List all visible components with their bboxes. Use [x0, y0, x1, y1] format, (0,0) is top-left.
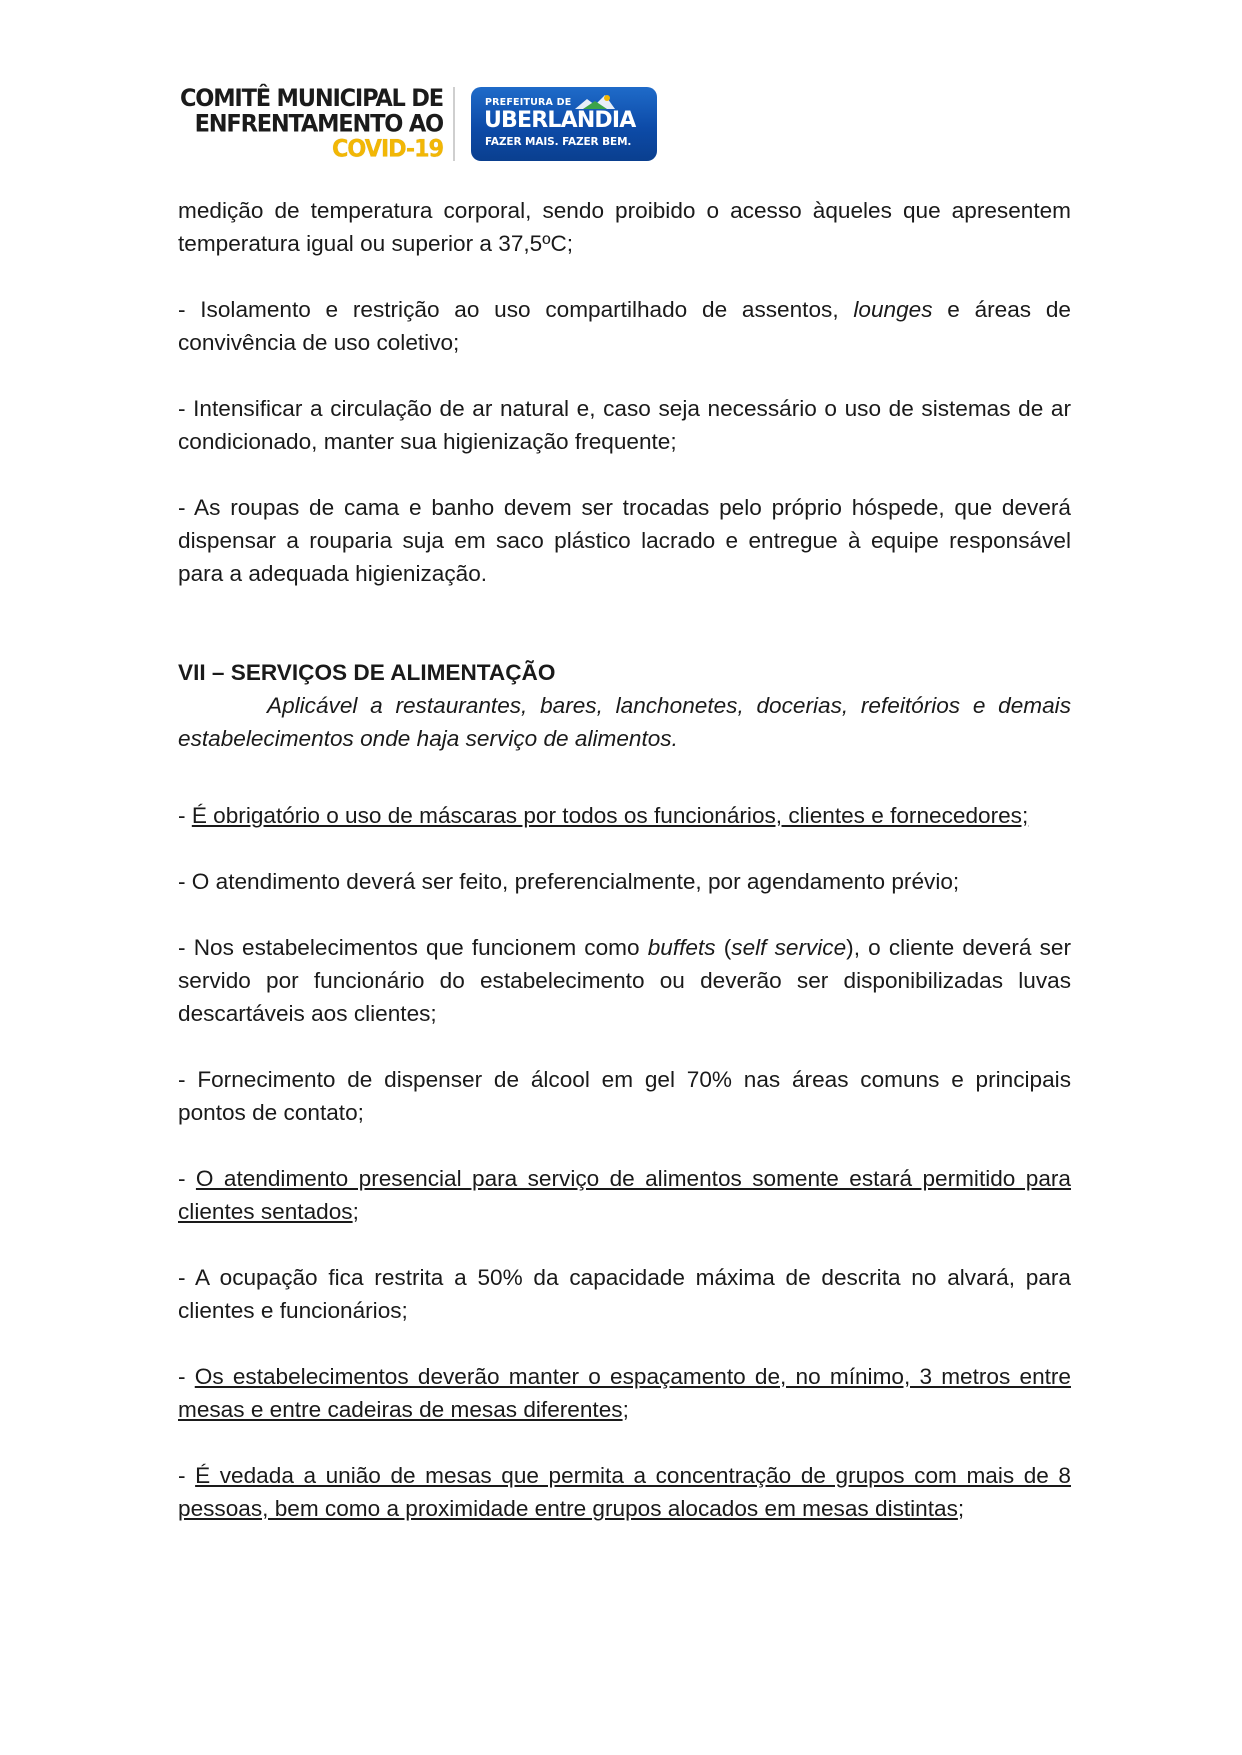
paragraph-bedding: - As roupas de cama e banho devem ser trocadas pelo próprio hóspede, que deverá dispensar a rouparia suja em saco plástico lacrado e entregue à equipe responsável para a adequada higienização.	[178, 495, 1071, 586]
committee-line-2: ENFRENTAMENTO AO	[194, 110, 443, 138]
committee-line-1: COMITÊ MUNICIPAL DE	[180, 85, 443, 113]
section-intro: Aplicável a restaurantes, bares, lanchonetes, docerias, refeitórios e demais estabelecimentos onde haja serviço de alimentos.	[178, 693, 1071, 751]
city-name: UBERLANDIA	[483, 108, 636, 133]
committee-line-3: COVID-19	[332, 135, 443, 163]
city-slogan: FAZER MAIS. FAZER BEM.	[484, 136, 632, 148]
list-item-table-union: - É vedada a união de mesas que permita a concentração de grupos com mais de 8 pessoas, bem como a proximidade entre grupos alocados em mesas distintas;	[178, 1463, 1071, 1521]
list-item-spacing: - Os estabelecimentos deverão manter o espaçamento de, no mínimo, 3 metros entre mesas e entre cadeiras de mesas diferentes;	[178, 1364, 1071, 1422]
document-body	[178, 194, 1071, 1558]
paragraph-ventilation: - Intensificar a circulação de ar natural e, caso seja necessário o uso de sistemas de ar condicionado, manter sua higienização frequente;	[178, 396, 1071, 454]
committee-logo	[180, 86, 443, 162]
paragraph-temperature: medição de temperatura corporal, sendo proibido o acesso àqueles que apresentem temperatura igual ou superior a 37,5ºC;	[178, 198, 1071, 256]
section-title: VII – SERVIÇOS DE ALIMENTAÇÃO	[178, 660, 556, 685]
list-item-seated-service: - O atendimento presencial para serviço de alimentos somente estará permitido para clientes sentados;	[178, 1166, 1071, 1224]
prefeitura-logo	[471, 87, 657, 161]
list-item-buffets: - Nos estabelecimentos que funcionem como buffets (self service), o cliente deverá ser servido por funcionário do estabelecimento ou deverão ser disponibilizadas luvas descartáveis aos clientes;	[178, 935, 1071, 1026]
prefeitura-label: PREFEITURA DE	[484, 97, 572, 108]
paragraph-isolation: - Isolamento e restrição ao uso compartilhado de assentos, lounges e áreas de convivência de uso coletivo;	[178, 297, 1071, 355]
list-item-occupancy: - A ocupação fica restrita a 50% da capacidade máxima de descrita no alvará, para clientes e funcionários;	[178, 1265, 1071, 1323]
list-item-alcohol-gel: - Fornecimento de dispenser de álcool em gel 70% nas áreas comuns e principais pontos de contato;	[178, 1067, 1071, 1125]
document-header	[180, 84, 657, 164]
logo-divider	[453, 87, 455, 161]
list-item-scheduling: - O atendimento deverá ser feito, preferencialmente, por agendamento prévio;	[178, 869, 960, 894]
list-item-masks: - É obrigatório o uso de máscaras por todos os funcionários, clientes e fornecedores;	[178, 803, 1029, 828]
